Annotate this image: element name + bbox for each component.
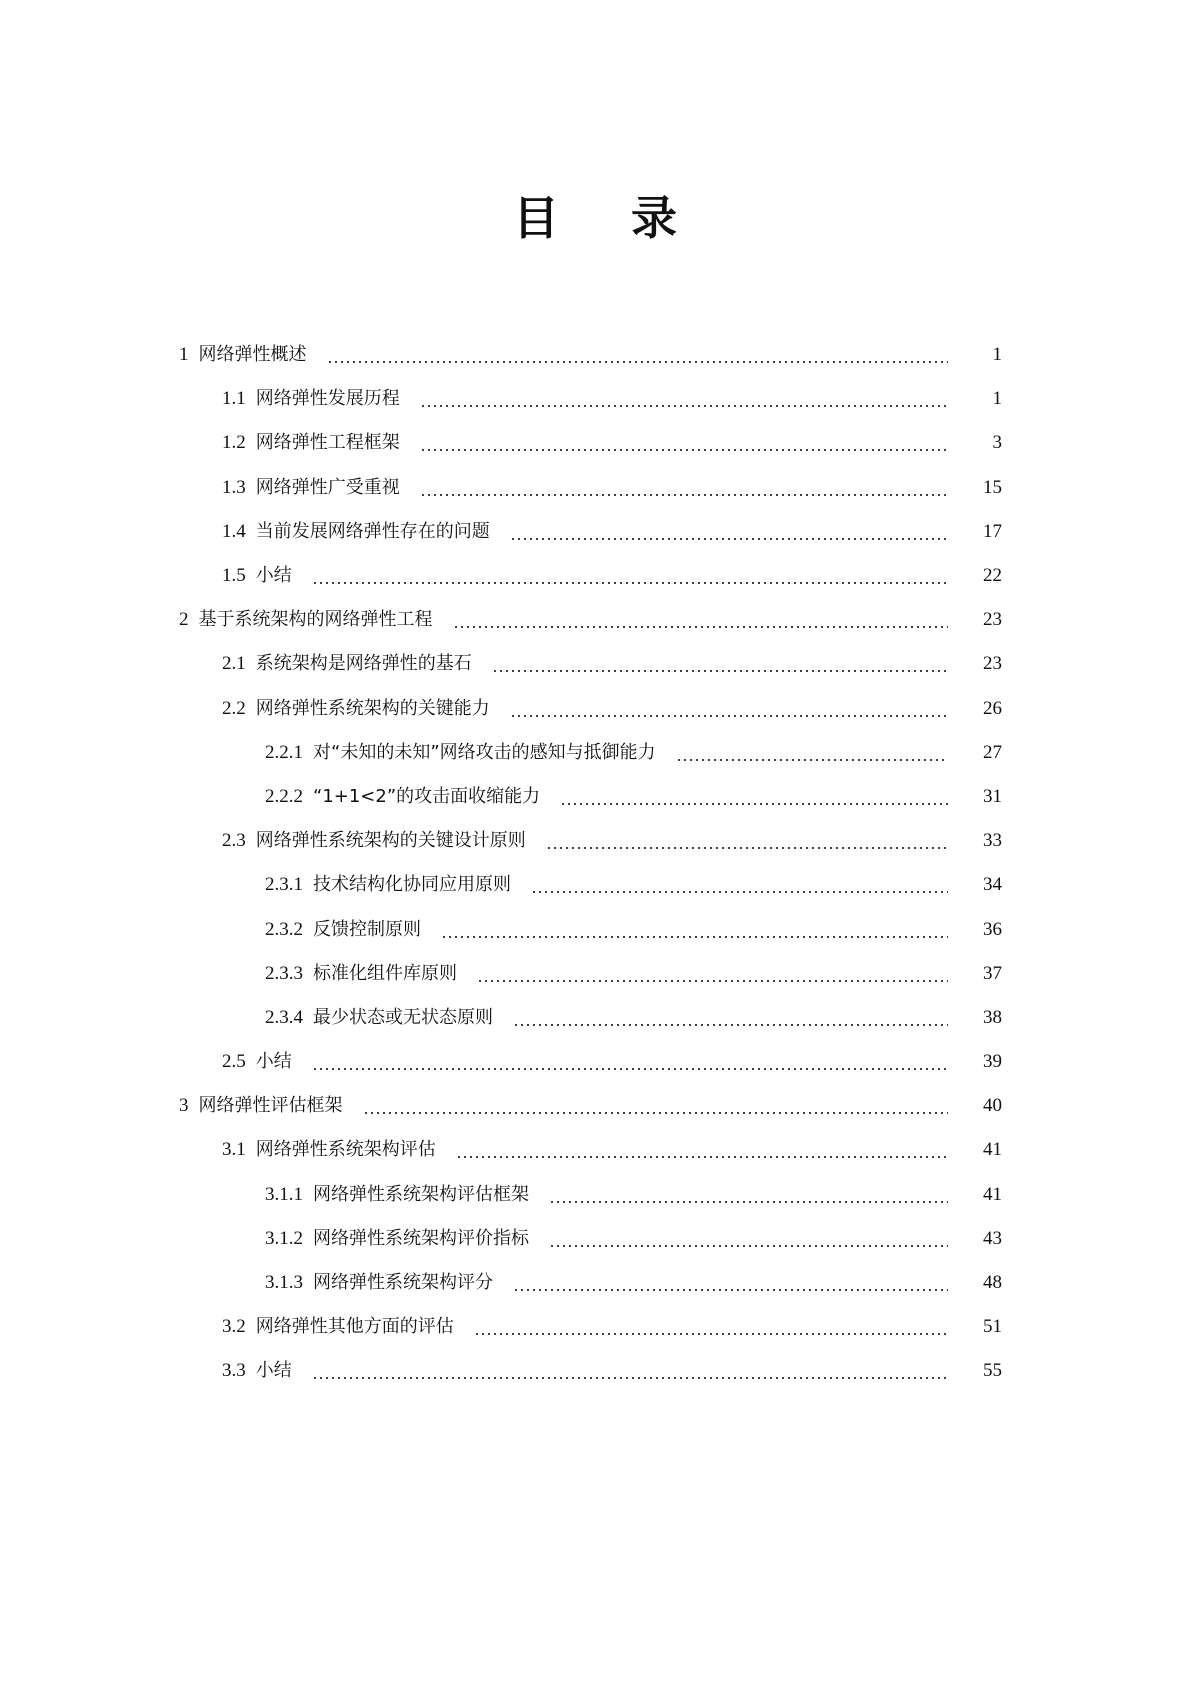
- toc-entry-number: 1.4: [222, 520, 246, 542]
- dot-leader: [312, 1050, 948, 1074]
- toc-entry-title: 基于系统架构的网络弹性工程: [198, 609, 433, 631]
- toc-entry-title: 当前发展网络弹性存在的问题: [255, 520, 490, 542]
- toc-entry-number: 2.2.2: [265, 785, 303, 807]
- toc-entry[interactable]: [0, 598, 1190, 642]
- toc-entry-page: 43: [983, 1227, 1002, 1249]
- dot-leader: [546, 829, 948, 853]
- toc-entry-number: 1.2: [222, 432, 246, 454]
- toc-entry[interactable]: [0, 952, 1190, 996]
- toc-entry[interactable]: [0, 510, 1190, 554]
- toc-entry[interactable]: [0, 377, 1190, 421]
- toc-entry-number: 2.3.3: [265, 962, 303, 984]
- toc-entry-title: 网络弹性发展历程: [255, 388, 400, 410]
- toc-entry-number: 3.1.2: [265, 1227, 303, 1249]
- toc-entry-number: 2.3: [222, 830, 246, 852]
- toc-entry-page: 34: [983, 874, 1002, 896]
- toc-entry-number: 3.1.3: [265, 1272, 303, 1294]
- toc-entry-page: 27: [983, 741, 1002, 763]
- toc-entry-page: 15: [983, 476, 1002, 498]
- toc-entry[interactable]: [0, 687, 1190, 731]
- toc-entry-title: 网络弹性评估框架: [198, 1095, 343, 1117]
- toc-entry-title: “1+1<2”的攻击面收缩能力: [313, 785, 541, 807]
- toc-entry-page: 51: [983, 1316, 1002, 1338]
- toc-entry-page: 36: [983, 918, 1002, 940]
- toc-entry[interactable]: [0, 1305, 1190, 1349]
- toc-entry-number: 3.1.1: [265, 1183, 303, 1205]
- toc-entry-number: 2.2.1: [265, 741, 303, 763]
- dot-leader: [549, 1183, 948, 1207]
- toc-entry-page: 1: [992, 344, 1002, 366]
- toc-entry-number: 1: [179, 344, 189, 366]
- dot-leader: [363, 1094, 949, 1118]
- toc-entry[interactable]: [0, 554, 1190, 598]
- toc-entry-page: 23: [983, 609, 1002, 631]
- dot-leader: [513, 1271, 948, 1295]
- toc-entry-title: 标准化组件库原则: [313, 962, 457, 984]
- dot-leader: [676, 741, 948, 765]
- dot-leader: [453, 608, 949, 632]
- toc-entry-number: 2.2: [222, 697, 246, 719]
- dot-leader: [549, 1227, 948, 1251]
- toc-entry-title: 网络弹性系统架构评估框架: [313, 1183, 529, 1205]
- toc-entry-page: 39: [983, 1051, 1002, 1073]
- dot-leader: [420, 387, 948, 411]
- dot-leader: [420, 476, 948, 500]
- toc-entry-number: 2.3.1: [265, 874, 303, 896]
- toc-entry-page: 26: [983, 697, 1002, 719]
- toc-entry-number: 3: [179, 1095, 189, 1117]
- toc-entry[interactable]: [0, 1040, 1190, 1084]
- toc-entry-title: 网络弹性广受重视: [255, 476, 400, 498]
- dot-leader: [477, 962, 948, 986]
- toc-entry-title: 网络弹性系统架构评估: [255, 1139, 436, 1161]
- toc-entry[interactable]: [0, 731, 1190, 775]
- dot-leader: [312, 1359, 948, 1383]
- toc-entry[interactable]: [0, 642, 1190, 686]
- toc-entry[interactable]: [0, 421, 1190, 465]
- toc-entry-page: 55: [983, 1360, 1002, 1382]
- toc-entry-title: 小结: [255, 1360, 292, 1382]
- toc-entry-number: 3.2: [222, 1316, 246, 1338]
- dot-leader: [441, 918, 948, 942]
- toc-entry-page: 22: [983, 565, 1002, 587]
- toc-entry[interactable]: [0, 996, 1190, 1040]
- toc-entry-page: 17: [983, 520, 1002, 542]
- dot-leader: [531, 873, 948, 897]
- toc-entry-title: 小结: [255, 565, 292, 587]
- toc-entry-title: 网络弹性系统架构评分: [313, 1272, 493, 1294]
- toc-entry-page: 23: [983, 653, 1002, 675]
- dot-leader: [420, 431, 948, 455]
- dot-leader: [312, 564, 948, 588]
- toc-entry[interactable]: [0, 466, 1190, 510]
- toc-entry[interactable]: [0, 863, 1190, 907]
- toc-entry[interactable]: [0, 1128, 1190, 1172]
- toc-entry-number: 1.5: [222, 565, 246, 587]
- dot-leader: [510, 697, 948, 721]
- toc-entry-number: 3.3: [222, 1360, 246, 1382]
- toc-entry-title: 网络弹性系统架构的关键设计原则: [255, 830, 526, 852]
- dot-leader: [456, 1138, 948, 1162]
- page-title: 目 录: [512, 191, 705, 245]
- toc-entry-page: 37: [983, 962, 1002, 984]
- toc-entry-number: 2.1: [222, 653, 246, 675]
- dot-leader: [560, 785, 948, 809]
- toc-entry[interactable]: [0, 1173, 1190, 1217]
- toc-entry[interactable]: [0, 775, 1190, 819]
- toc-entry[interactable]: [0, 1349, 1190, 1393]
- toc-entry-page: 48: [983, 1272, 1002, 1294]
- dot-leader: [513, 1006, 948, 1030]
- toc-entry-page: 33: [983, 830, 1002, 852]
- dot-leader: [492, 652, 948, 676]
- dot-leader: [510, 520, 948, 544]
- toc-entry-title: 网络弹性系统架构评价指标: [313, 1227, 529, 1249]
- toc-entry-title: 对“未知的未知”网络攻击的感知与抵御能力: [313, 741, 656, 763]
- toc-entry-number: 2.5: [222, 1051, 246, 1073]
- dot-leader: [327, 343, 949, 367]
- table-of-contents: [0, 333, 1190, 1394]
- toc-entry-title: 网络弹性概述: [198, 344, 307, 366]
- toc-entry-page: 41: [983, 1183, 1002, 1205]
- toc-entry-title: 最少状态或无状态原则: [313, 1006, 493, 1028]
- toc-entry[interactable]: [0, 819, 1190, 863]
- toc-entry-number: 1.1: [222, 388, 246, 410]
- toc-entry-number: 3.1: [222, 1139, 246, 1161]
- toc-entry[interactable]: [0, 1084, 1190, 1128]
- toc-entry-page: 3: [992, 432, 1002, 454]
- toc-entry[interactable]: [0, 907, 1190, 951]
- toc-entry-number: 2.3.2: [265, 918, 303, 940]
- toc-entry-title: 反馈控制原则: [313, 918, 421, 940]
- toc-entry-number: 2.3.4: [265, 1006, 303, 1028]
- toc-entry-page: 38: [983, 1006, 1002, 1028]
- toc-entry-number: 1.3: [222, 476, 246, 498]
- toc-entry[interactable]: [0, 1217, 1190, 1261]
- toc-entry-title: 网络弹性其他方面的评估: [255, 1316, 454, 1338]
- toc-entry-title: 技术结构化协同应用原则: [313, 874, 511, 896]
- toc-entry[interactable]: [0, 333, 1190, 377]
- toc-entry-page: 40: [983, 1095, 1002, 1117]
- toc-entry-page: 31: [983, 785, 1002, 807]
- toc-entry-page: 41: [983, 1139, 1002, 1161]
- toc-entry[interactable]: [0, 1261, 1190, 1305]
- toc-entry-title: 小结: [255, 1051, 292, 1073]
- toc-entry-page: 1: [992, 388, 1002, 410]
- dot-leader: [474, 1315, 948, 1339]
- toc-entry-title: 网络弹性工程框架: [255, 432, 400, 454]
- toc-entry-title: 网络弹性系统架构的关键能力: [255, 697, 490, 719]
- toc-entry-title: 系统架构是网络弹性的基石: [255, 653, 472, 675]
- toc-entry-number: 2: [179, 609, 189, 631]
